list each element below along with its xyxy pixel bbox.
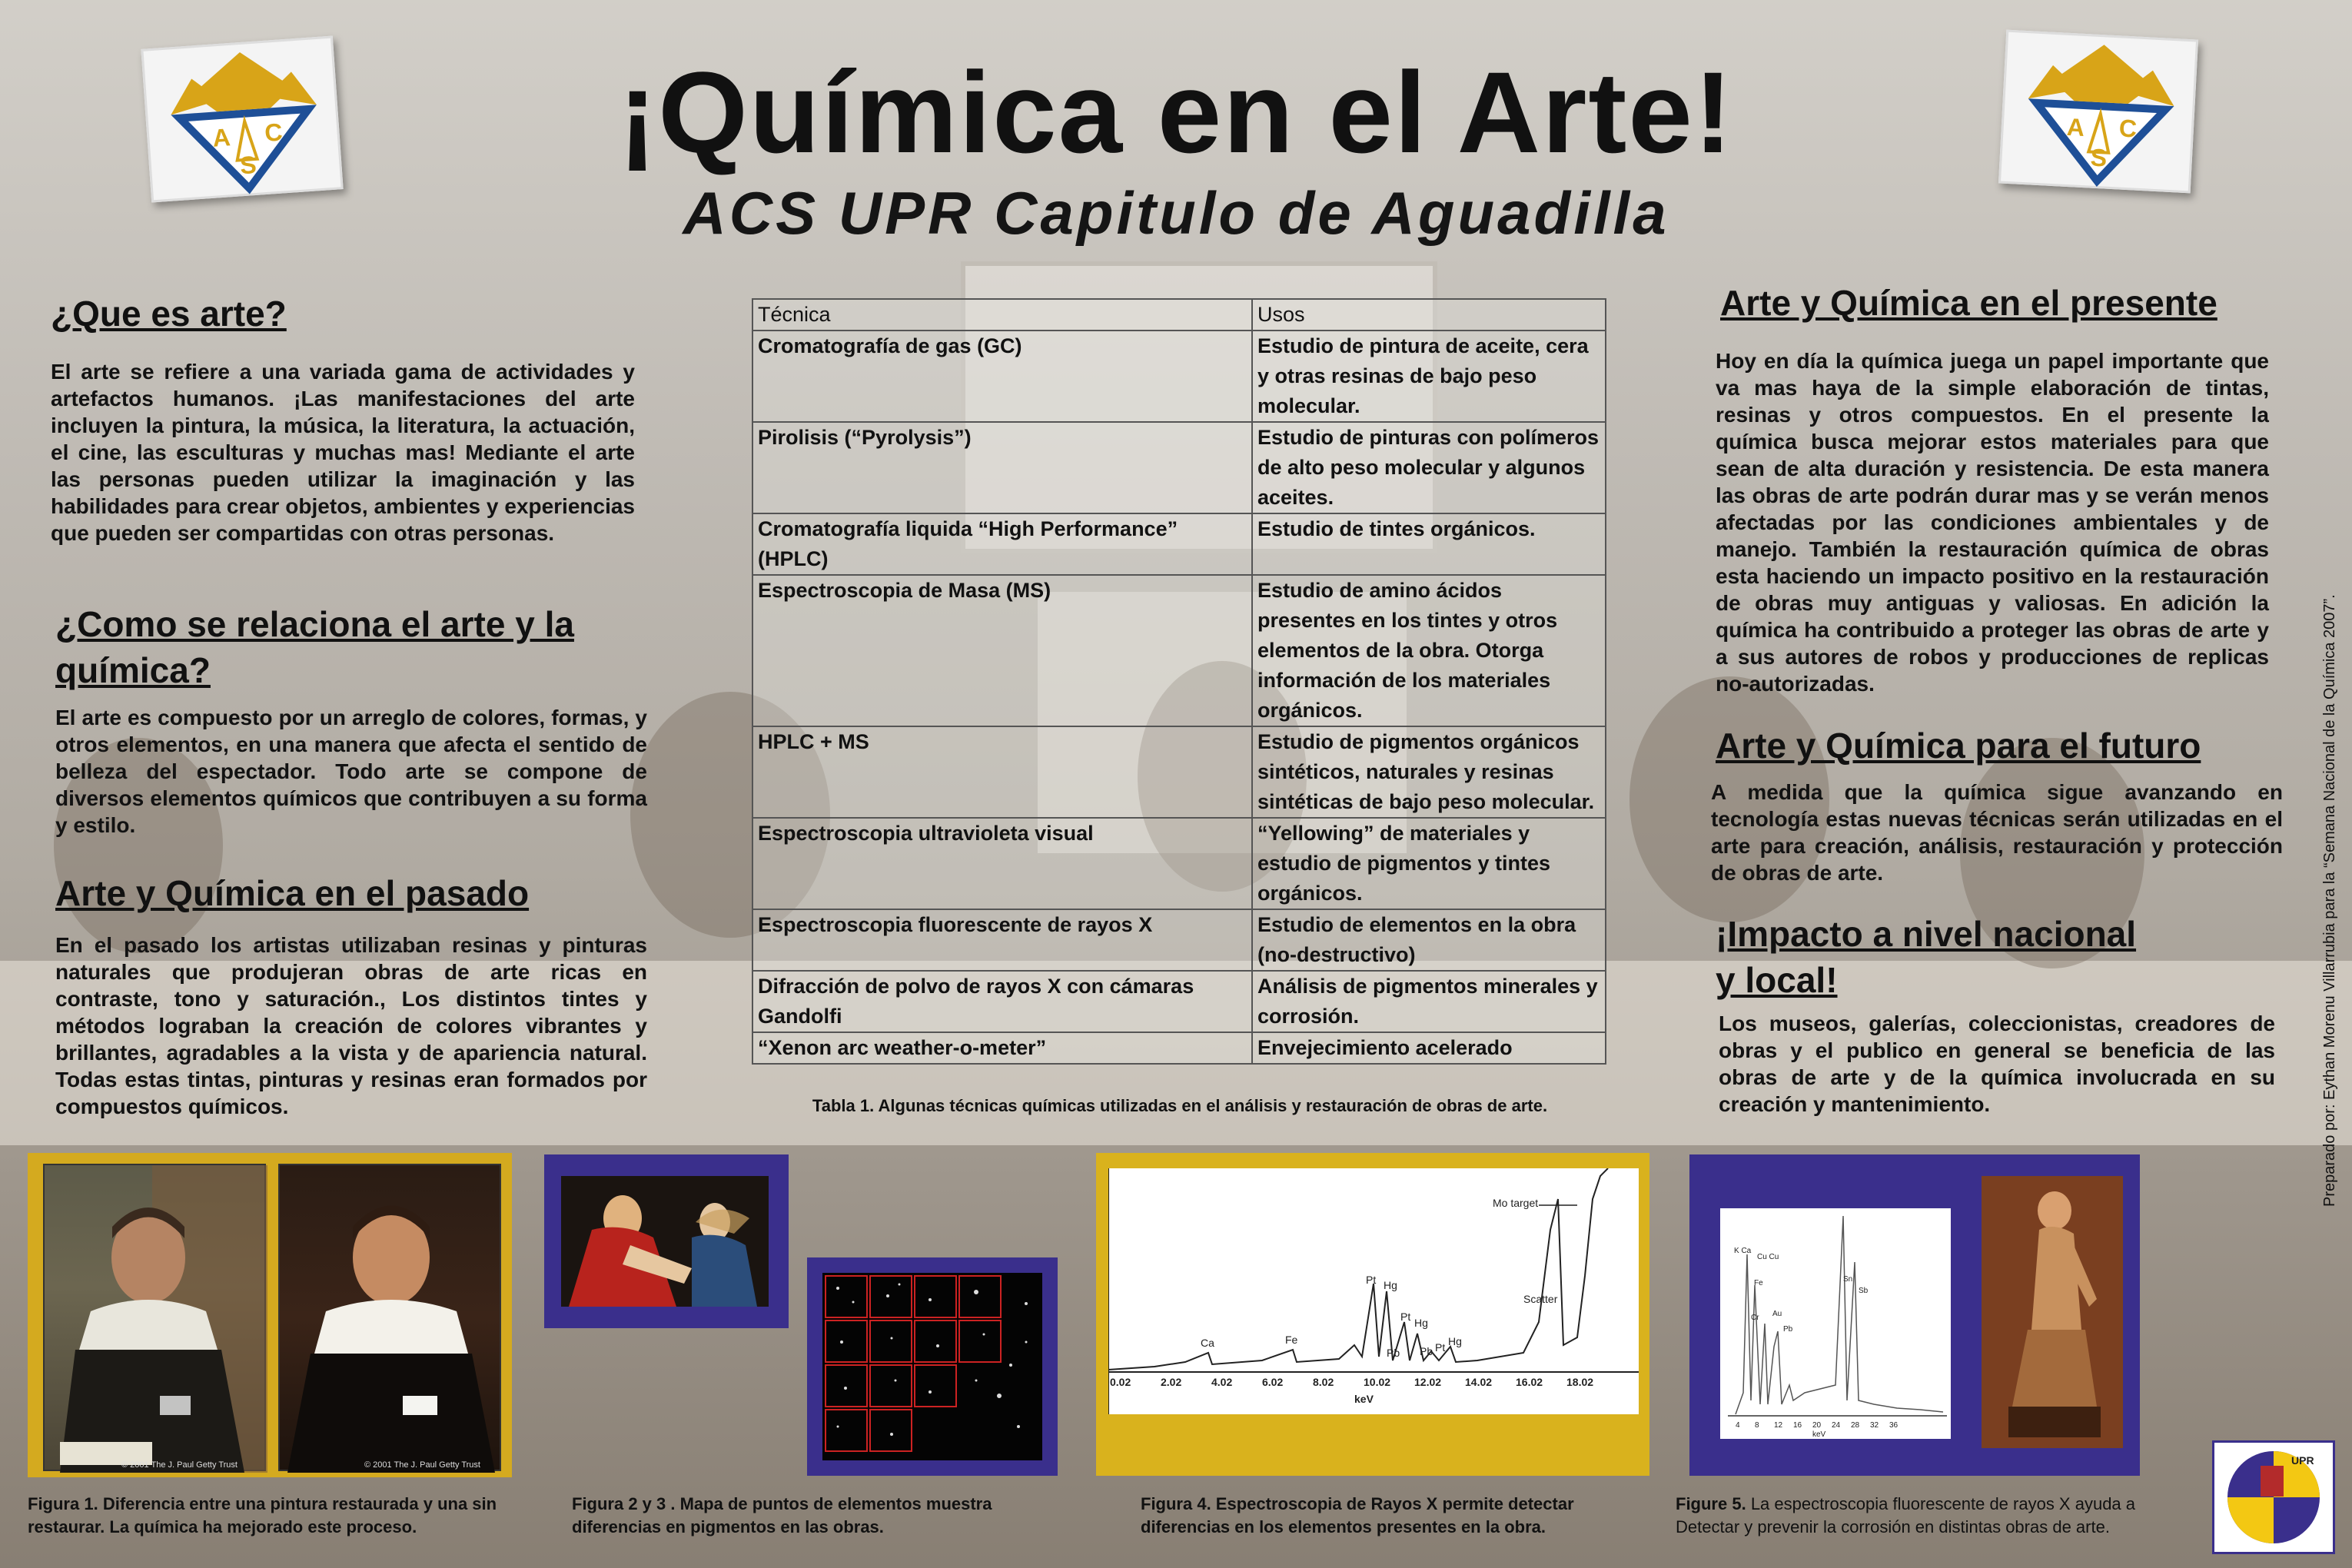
svg-text:keV: keV xyxy=(1354,1393,1374,1405)
acs-logo-left xyxy=(141,36,343,203)
figure23-caption: Figura 2 y 3 . Mapa de puntos de elementos muestra diferencias en pigmentos en las obras. xyxy=(572,1494,992,1536)
section-title-presente: Arte y Química en el presente xyxy=(1720,283,2217,323)
figure4-caption: Figura 4. Espectroscopia de Rayos X permite detectar diferencias en los elementos presentes en la obra. xyxy=(1141,1494,1574,1536)
table-row xyxy=(752,575,1606,726)
svg-text:14.02: 14.02 xyxy=(1465,1376,1493,1388)
svg-text:C: C xyxy=(264,118,284,147)
svg-text:36: 36 xyxy=(1889,1421,1899,1430)
svg-text:S: S xyxy=(238,150,257,180)
svg-text:32: 32 xyxy=(1870,1421,1879,1430)
svg-text:A: A xyxy=(211,123,231,152)
svg-text:4: 4 xyxy=(1736,1421,1740,1430)
section-text-relacion: El arte es compuesto por un arreglo de colores, formas, y otros elementos, en una manera que afecta el sentido de belleza del espectador. Todo arte se compone de diversos elementos químicos que contribuyen a su forma y estilo. xyxy=(55,706,647,837)
svg-text:6.02: 6.02 xyxy=(1262,1376,1284,1388)
table-cell-uso: Envejecimiento acelerado xyxy=(1252,1032,1606,1064)
svg-text:Sn: Sn xyxy=(1843,1275,1853,1284)
svg-text:UPR: UPR xyxy=(2291,1454,2314,1467)
svg-text:12: 12 xyxy=(1774,1421,1783,1430)
svg-text:0.02: 0.02 xyxy=(1110,1376,1131,1388)
table-cell-tecnica: Espectroscopia ultravioleta visual xyxy=(752,818,1252,909)
svg-text:12.02: 12.02 xyxy=(1414,1376,1442,1388)
table-cell-uso: Estudio de pintura de aceite, cera y otras resinas de bajo peso molecular. xyxy=(1252,331,1606,422)
svg-text:Hg: Hg xyxy=(1384,1279,1397,1291)
table-header-usos: Usos xyxy=(1252,299,1606,331)
section-title-que-es-arte: ¿Que es arte? xyxy=(51,294,287,334)
techniques-table xyxy=(752,298,1606,1065)
table-cell-uso: Análisis de pigmentos minerales y corrosión. xyxy=(1252,971,1606,1032)
figure5-statue-photo xyxy=(1982,1176,2123,1448)
svg-text:10.02: 10.02 xyxy=(1364,1376,1391,1388)
section-title-impacto-line1: ¡Impacto a nivel nacional xyxy=(1716,914,2137,954)
table-cell-tecnica: Espectroscopia de Masa (MS) xyxy=(752,575,1252,726)
section-title-impacto-line2: y local! xyxy=(1716,960,1838,1000)
section-title-pasado: Arte y Química en el pasado xyxy=(55,873,530,913)
svg-text:Fe: Fe xyxy=(1754,1279,1763,1287)
svg-text:Pb: Pb xyxy=(1420,1345,1433,1357)
section-title-relacion-line2: química? xyxy=(55,650,211,690)
svg-text:16.02: 16.02 xyxy=(1516,1376,1543,1388)
table-cell-uso: Estudio de pinturas con polímeros de alto peso molecular y algunos aceites. xyxy=(1252,422,1606,513)
table-row xyxy=(752,513,1606,575)
svg-text:Pt: Pt xyxy=(1400,1311,1411,1323)
figure2-painting xyxy=(561,1176,769,1307)
upr-logo xyxy=(2212,1440,2335,1554)
section-title-relacion xyxy=(55,601,574,693)
section-text-presente: Hoy en día la química juega un papel importante que va mas haya de la simple elaboración de tintas, resinas y otros compuestos. En el presente la química busca mejorar estos materiales para que sean de alta duración y resistencia. De esta manera las obras de arte podrán durar mas y se verán menos afectadas por las condiciones ambientales y de manejo. También la restauración química de obras esta haciendo un impacto positivo en la restauración de obras muy antiguas y valiosas. En adición la química ha contribuido a proteger las obras de arte y a sus autores de robos y producciones de replicas no-autorizadas. xyxy=(1716,349,2269,696)
svg-text:Mo target: Mo target xyxy=(1493,1197,1539,1209)
table-cell-uso: “Yellowing” de materiales y estudio de pigmentos y tintes orgánicos. xyxy=(1252,818,1606,909)
svg-text:C: C xyxy=(2118,114,2138,143)
svg-text:8: 8 xyxy=(1755,1421,1759,1430)
svg-text:A: A xyxy=(2065,112,2085,142)
table-cell-tecnica: HPLC + MS xyxy=(752,726,1252,818)
table-cell-tecnica: Cromatografía liquida “High Performance” (HPLC) xyxy=(752,513,1252,575)
table-row xyxy=(752,971,1606,1032)
table-cell-tecnica: Espectroscopia fluorescente de rayos X xyxy=(752,909,1252,971)
figure1-photo-unrestored xyxy=(43,1164,266,1471)
table-cell-tecnica: Cromatografía de gas (GC) xyxy=(752,331,1252,422)
acs-logo-right xyxy=(1998,30,2198,194)
table-cell-uso: Estudio de amino ácidos presentes en los tintes y otros elementos de la obra. Otorga información de los materiales orgánicos. xyxy=(1252,575,1606,726)
svg-text:24: 24 xyxy=(1832,1421,1841,1430)
table-caption: Tabla 1. Algunas técnicas químicas utilizadas en el análisis y restauración de obras de arte. xyxy=(812,1096,1548,1115)
svg-text:K Ca: K Ca xyxy=(1734,1247,1752,1255)
figure1-caption-label: Figura 1. xyxy=(28,1494,98,1513)
table-row xyxy=(752,909,1606,971)
svg-text:Pb: Pb xyxy=(1387,1347,1400,1359)
svg-text:20: 20 xyxy=(1812,1421,1822,1430)
svg-text:Scatter: Scatter xyxy=(1523,1293,1558,1305)
table-cell-tecnica: Pirolisis (“Pyrolysis”) xyxy=(752,422,1252,513)
table-cell-tecnica: Difracción de polvo de rayos X con cámaras Gandolfi xyxy=(752,971,1252,1032)
figure1-caption xyxy=(28,1493,535,1539)
svg-text:Hg: Hg xyxy=(1448,1335,1462,1347)
table-row xyxy=(752,726,1606,818)
table-cell-uso: Estudio de pigmentos orgánicos sintéticos, naturales y resinas sintéticas de bajo peso molecular. xyxy=(1252,726,1606,818)
svg-text:Pt: Pt xyxy=(1366,1274,1377,1286)
section-title-futuro: Arte y Química para el futuro xyxy=(1716,726,2201,766)
figure4-spectrum xyxy=(1108,1168,1639,1414)
svg-text:Au: Au xyxy=(1772,1310,1782,1318)
figure1-photo-restored xyxy=(278,1164,501,1471)
poster-subtitle: ACS UPR Capitulo de Aguadilla xyxy=(683,179,1669,247)
table-header-row xyxy=(752,299,1606,331)
section-title-impacto xyxy=(1716,911,2136,1003)
svg-text:S: S xyxy=(2089,143,2108,172)
table-header-tecnica: Técnica xyxy=(752,299,1252,331)
figure3-element-map xyxy=(822,1273,1042,1460)
section-text-futuro: A medida que la química sigue avanzando en tecnología estas nuevas técnicas serán utilizadas en el arte para creación, análisis, restauración y protección de obras de arte. xyxy=(1711,780,2283,885)
svg-text:Cu Cu: Cu Cu xyxy=(1757,1253,1779,1261)
svg-text:Pb: Pb xyxy=(1783,1325,1793,1334)
svg-text:© 2001 The J. Paul Getty Trust: © 2001 The J. Paul Getty Trust xyxy=(364,1460,480,1470)
svg-text:8.02: 8.02 xyxy=(1313,1376,1334,1388)
section-title-relacion-line1: ¿Como se relaciona el arte y la xyxy=(55,604,574,644)
figure5-caption xyxy=(1676,1493,2183,1539)
figure5-spectrum xyxy=(1720,1208,1951,1439)
table-row xyxy=(752,331,1606,422)
figure5-caption-text: La espectroscopia fluorescente de rayos X ayuda a Detectar y prevenir la corrosión en distintas obras de arte. xyxy=(1676,1494,2136,1536)
table-row xyxy=(752,1032,1606,1064)
svg-text:4.02: 4.02 xyxy=(1211,1376,1233,1388)
svg-text:28: 28 xyxy=(1851,1421,1860,1430)
table-cell-tecnica: “Xenon arc weather-o-meter” xyxy=(752,1032,1252,1064)
table-row xyxy=(752,422,1606,513)
section-text-que-es-arte: El arte se refiere a una variada gama de actividades y artefactos humanos. ¡Las manifestaciones del arte incluyen la pintura, la música, la literatura, la actuación, el cine, las esculturas y muchas mas! Mediante el arte las personas pueden utilizar la imaginación y las habilidades para crear objetos, ambientes y experiencias que pueden ser compartidas con otras personas. xyxy=(51,360,635,545)
table-cell-uso: Estudio de elementos en la obra (no-destructivo) xyxy=(1252,909,1606,971)
svg-text:16: 16 xyxy=(1793,1421,1802,1430)
svg-text:Cr: Cr xyxy=(1751,1314,1759,1322)
poster-title: ¡Química en el Arte! xyxy=(618,48,1734,177)
svg-text:2.02: 2.02 xyxy=(1161,1376,1182,1388)
svg-text:© 2001 The J. Paul Getty Trust: © 2001 The J. Paul Getty Trust xyxy=(121,1460,238,1470)
svg-text:keV: keV xyxy=(1812,1430,1826,1439)
figure1-caption-text: Diferencia entre una pintura restaurada y una sin restaurar. La química ha mejorado este proceso. xyxy=(28,1494,497,1536)
svg-text:Ca: Ca xyxy=(1201,1337,1214,1349)
section-text-pasado: En el pasado los artistas utilizaban resinas y pinturas naturales que produjeran obras de arte ricas en contraste, tono y saturación., Los distintos tintes y métodos lograban la creación de colores vibrantes y brillantes, agradables a la vista y de apariencia natural. Todas estas tintas, pinturas y resinas eran formados por compuestos químicos. xyxy=(55,933,647,1118)
table-row xyxy=(752,818,1606,909)
svg-text:Hg: Hg xyxy=(1414,1317,1428,1329)
table-cell-uso: Estudio de tintes orgánicos. xyxy=(1252,513,1606,575)
section-text-impacto: Los museos, galerías, coleccionistas, creadores de obras y el publico en general se beneficia de las obras de arte y de la química involucrada en su creación y mantenimiento. xyxy=(1719,1012,2275,1116)
svg-text:Sb: Sb xyxy=(1859,1287,1869,1295)
vertical-credit-text: Preparado por: Eythan Morenu Villarrubia para la “Semana Nacional de la Química 2007”. xyxy=(2321,594,2338,1207)
svg-text:Pt: Pt xyxy=(1435,1341,1446,1354)
svg-text:18.02: 18.02 xyxy=(1566,1376,1594,1388)
figure5-caption-label: Figure 5. xyxy=(1676,1494,1746,1513)
svg-text:Fe: Fe xyxy=(1285,1334,1298,1346)
